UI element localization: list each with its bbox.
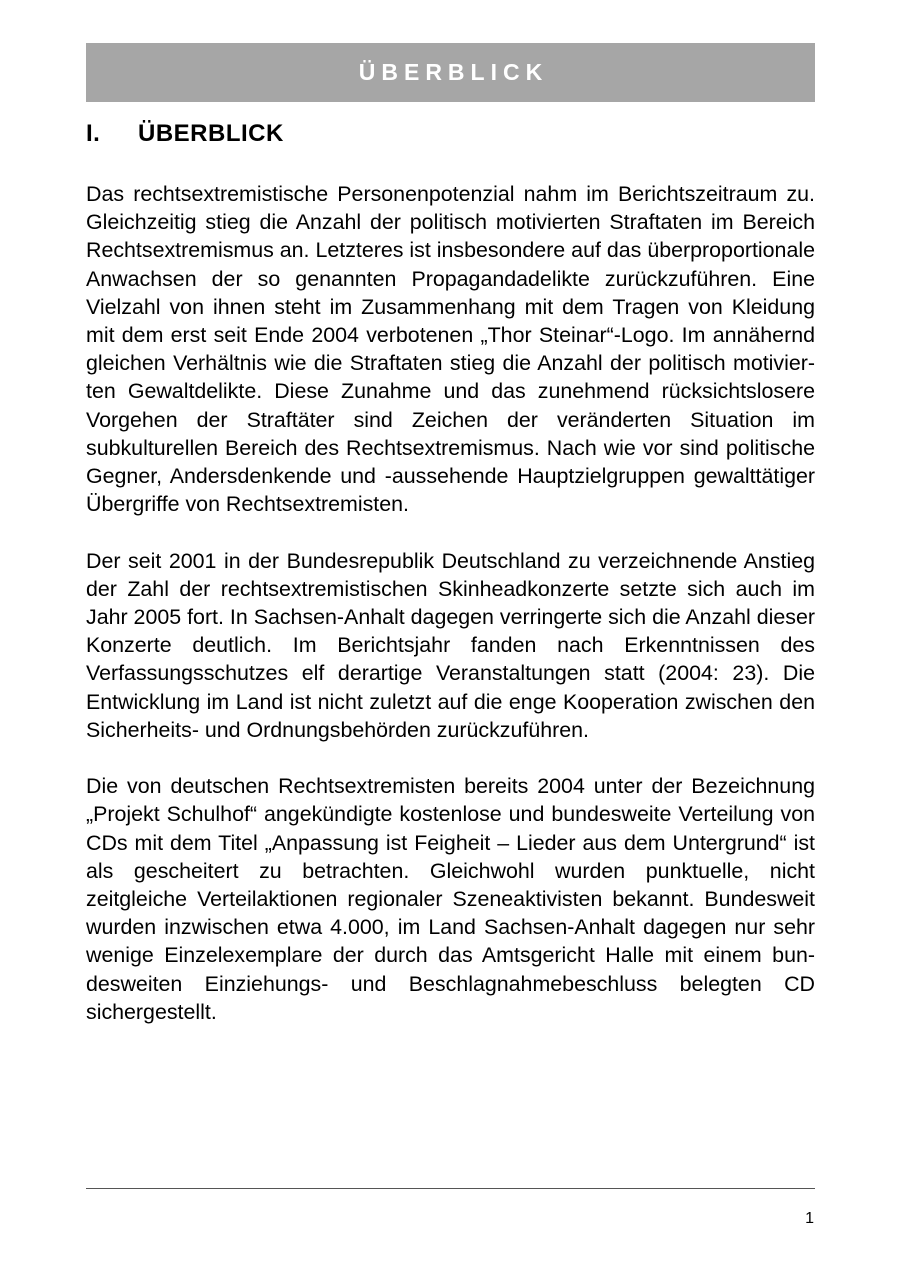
body-content [86,180,815,1054]
page-number: 1 [805,1210,814,1227]
header-title: ÜBERBLICK [358,59,549,85]
chapter-number: I. [86,120,101,147]
paragraph-skinhead-concerts: Der seit 2001 in der Bundesrepublik Deutschland zu verzeichnende Anstieg der Zahl der rechtsextremistischen Skinheadkonzerte setzte sich auch im Jahr 2005 fort. In Sachsen-Anhalt dagegen verringerte sich die Anzahl dieser Konzerte deutlich. Im Berichtsjahr fanden nach Erkenntnissen des Verfassungsschutzes elf derartige Veranstaltungen statt (2004: 23). Die Entwicklung im Land ist nicht zuletzt auf die enge Kooperation zwischen den Sicherheits- und Ordnungsbehörden zurückzuführen. [86,548,815,742]
chapter-heading [86,120,284,148]
footer-divider [86,1188,815,1189]
chapter-title: ÜBERBLICK [138,120,284,147]
page-header-bar [86,43,815,102]
paragraph-right-extremist-potential: Das rechtsextremistische Personenpotenzial nahm im Berichtszeitraum zu. Gleichzeitig stieg die Anzahl der politisch motivierten Straftaten im Bereich Rechtsextremismus an. Letzteres ist insbesondere auf das überproportionale Anwachsen der so genannten Propagandadelikte zurückzuführen. Eine Vielzahl von ihnen steht im Zusammenhang mit dem Tragen von Kleidung mit dem erst seit Ende 2004 verbotenen „Thor Steinar“-Logo. Im annähernd gleichen Verhältnis wie die Straftaten stieg die Anzahl der politisch motivierten Gewaltdelikte. Diese Zunahme und das zunehmend rücksichtslosere Vorgehen der Straftäter sind Zeichen der veränderten Situation im subkulturellen Bereich des Rechtsextremismus. Nach wie vor sind politische Gegner, Andersdenkende und -aussehende Hauptzielgruppen gewalttätiger Übergriffe von Rechtsextremisten. [86,182,815,517]
paragraph-projekt-schulhof: Die von deutschen Rechtsextremisten bereits 2004 unter der Bezeichnung „Projekt Schulhof“ angekündigte kostenlose und bundesweite Verteilung von CDs mit dem Titel „Anpassung ist Feigheit – Lieder aus dem Untergrund“ ist als gescheitert zu betrachten. Gleichwohl wurden punktuelle, nicht zeitgleiche Verteilaktionen regionaler Szeneaktivisten bekannt. Bundesweit wurden inzwischen etwa 4.000, im Land Sachsen-Anhalt dagegen nur sehr wenige Einzelexemplare der durch das Amtsgericht Halle mit einem bundesweiten Einziehungs- und Beschlagnahmebeschluss belegten CD sichergestellt. [86,774,815,1024]
